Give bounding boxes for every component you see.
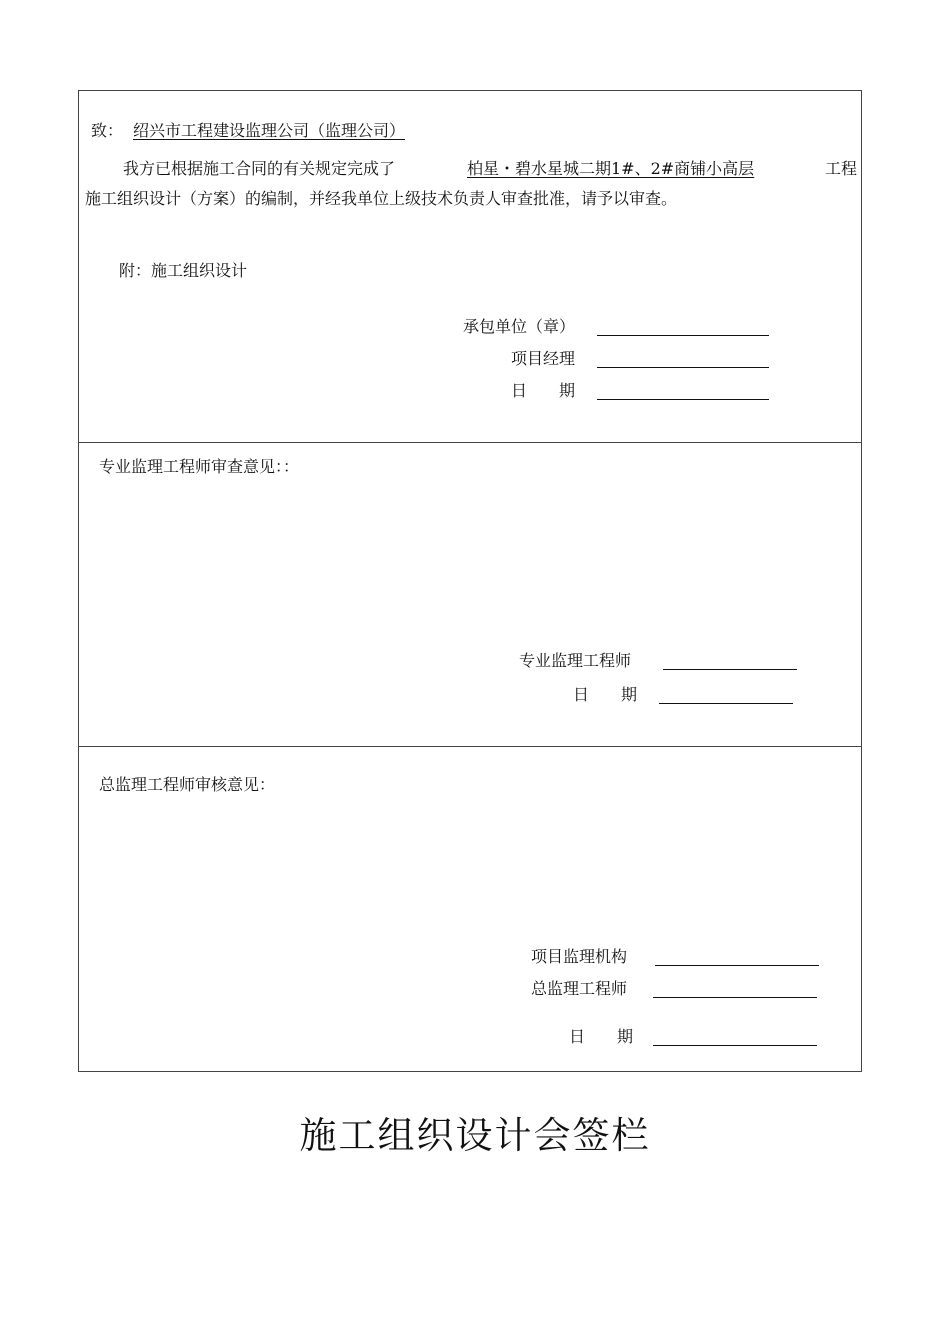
supervision-org-label: 项目监理机构	[531, 947, 628, 966]
chief-engineer-label: 总监理工程师	[531, 979, 628, 998]
contractor-label: 承包单位（章）	[463, 317, 576, 336]
chief-review-section	[79, 747, 861, 1071]
chief-date-label: 日 期	[569, 1027, 634, 1046]
chief-review-heading: 总监理工程师审核意见：	[99, 775, 276, 794]
project-manager-signature-line[interactable]	[597, 367, 769, 368]
body-text-line2: 施工组织设计（方案）的编制，并经我单位上级技术负责人审查批准，请予以审查。	[85, 189, 678, 208]
engineer-date-line[interactable]	[659, 703, 793, 704]
contractor-signature-line[interactable]	[597, 335, 769, 336]
date-label: 日 期	[511, 381, 576, 400]
engineer-review-section	[79, 443, 861, 747]
project-name: 柏星・碧水星城二期1#、2#商铺小高层	[467, 159, 755, 178]
project-manager-label: 项目经理	[511, 349, 576, 368]
page-title: 施工组织设计会签栏	[299, 1114, 651, 1157]
engineer-label: 专业监理工程师	[519, 651, 632, 670]
chief-date-line[interactable]	[653, 1045, 817, 1046]
engineer-date-label: 日 期	[573, 685, 638, 704]
approval-form	[78, 90, 862, 1072]
submission-section	[79, 91, 861, 443]
supervision-org-line[interactable]	[655, 965, 819, 966]
body-text-suffix: 工程	[825, 159, 858, 178]
engineer-review-heading: 专业监理工程师审查意见：：	[99, 457, 300, 476]
body-text-prefix: 我方已根据施工合同的有关规定完成了	[123, 159, 396, 178]
attachment-note: 附：施工组织设计	[119, 261, 248, 280]
to-label: 致：	[91, 121, 124, 140]
chief-engineer-signature-line[interactable]	[653, 997, 817, 998]
engineer-signature-line[interactable]	[663, 669, 797, 670]
date-line[interactable]	[597, 399, 769, 400]
to-recipient: 绍兴市工程建设监理公司（监理公司）	[133, 121, 406, 140]
